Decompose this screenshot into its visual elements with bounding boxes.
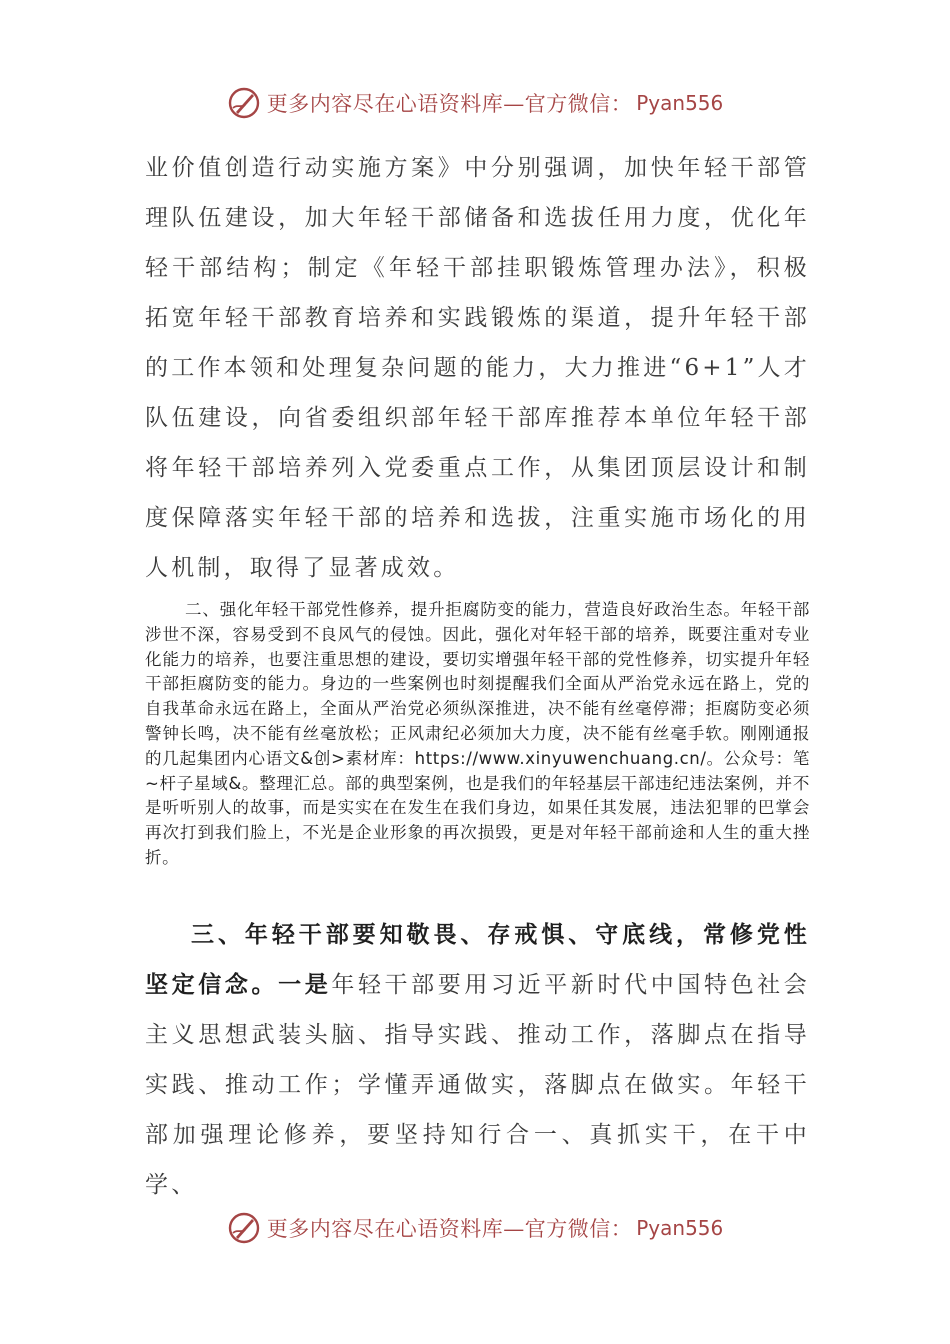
header-slogan: 更多内容尽在心语资料库—官方微信： xyxy=(266,92,633,116)
body-paragraph-3 xyxy=(145,910,810,1210)
footer-banner xyxy=(0,1203,950,1253)
paragraph-2-text: 二、强化年轻干部党性修养，提升拒腐防变的能力，营造良好政治生态。年轻干部涉世不深，容易受到不良风气的侵蚀。因此，强化对年轻干部的培养，既要注重对专业化能力的培养，也要注重思想的建设，要切实增强年轻干部的党性修养，切实提升年轻干部拒腐防变的能力。身边的一些案例也时刻提醒我们全面从严治党永远在路上，党的自我革命永远在路上，全面从严治党必须纵深推进，决不能有丝毫停滞；拒腐防变必须警钟长鸣，决不能有丝毫放松；正风肃纪必须加大力度，决不能有丝毫手软。刚刚通报的几起集团内心语文&创>素材库：https://www.xinyuwenchuang.cn/。公众号：笔~杆子星域&。整理汇总。部的典型案例，也是我们的年轻基层干部违纪违法案例，并不是听听别人的故事，而是实实在在发生在我们身边，如果任其发展，违法犯罪的巴掌会再次打到我们脸上，不光是企业形象的再次损毁，更是对年轻干部前途和人生的重大挫折。 xyxy=(145,600,810,867)
section-heading: 三、年轻干部要知敬畏、存戒惧、守底线，常修党性坚定信念。 xyxy=(145,921,810,998)
pen-logo-icon xyxy=(227,1211,261,1245)
paragraph-1-text: 业价值创造行动实施方案》中分别强调，加快年轻干部管理队伍建设，加大年轻干部储备和选拔任用力度，优化年轻干部结构；制定《年轻干部挂职锻炼管理办法》，积极拓宽年轻干部教育培养和实践锻炼的渠道，提升年轻干部的工作本领和处理复杂问题的能力，大力推进“6+1”人才队伍建设，向省委组织部年轻干部库推荐本单位年轻干部将年轻干部培养列入党委重点工作，从集团顶层设计和制度保障落实年轻干部的培养和选拔，注重实施市场化的用人机制，取得了显著成效。 xyxy=(145,155,810,581)
header-wechat-id: Pyan556 xyxy=(636,91,724,115)
paragraph-3-text: 年轻干部要用习近平新时代中国特色社会主义思想武装头脑、指导实践、推动工作，落脚点在指导实践、推动工作；学懂弄通做实，落脚点在做实。年轻干部加强理论修养，要坚持知行合一、真抓实干，在干中学、 xyxy=(145,972,811,1198)
body-paragraph-2 xyxy=(145,598,810,871)
footer-wechat-id: Pyan556 xyxy=(636,1216,724,1240)
header-banner xyxy=(0,78,950,128)
body-paragraph-1 xyxy=(145,143,810,593)
footer-slogan: 更多内容尽在心语资料库—官方微信： xyxy=(266,1217,633,1241)
point-lead: 一是 xyxy=(278,971,332,998)
pen-logo-icon xyxy=(227,86,261,120)
